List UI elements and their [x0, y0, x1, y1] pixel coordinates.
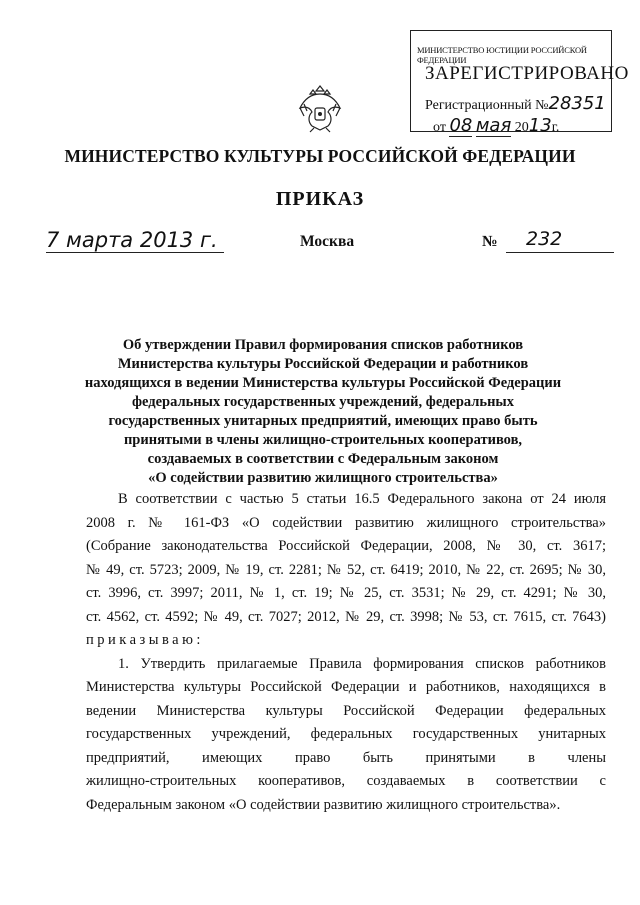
item1-line: Министерства культуры Российской Федерации и работников, находящихся в — [86, 679, 606, 695]
stamp-date-month: мая — [475, 115, 512, 136]
preamble-line: ст. 3996, ст. 3997; 2011, № 1, ст. 19; № 25, ст. 3531; № 29, ст. 4291; № 30, — [86, 585, 606, 601]
item1-line: 1. Утвердить прилагаемые Правила формирования списков работников — [118, 655, 606, 672]
order-title: ПРИКАЗ — [275, 188, 365, 210]
preamble-line: (Собрание законодательства Российской Федерации, 2008, № 30, ст. 3617; — [86, 538, 606, 554]
russian-eagle-emblem-icon — [296, 82, 344, 134]
item1-line: предприятий, имеющих право быть принятыми в члены — [86, 749, 606, 766]
stamp-date-prefix: от — [433, 120, 446, 135]
subject-line: принятыми в члены жилищно-строительных кооперативов, — [123, 432, 523, 448]
order-date-handwritten: 7 марта 2013 г. — [46, 228, 218, 252]
number-underline — [506, 252, 614, 253]
subject-line: федеральных государственных учреждений, федеральных — [131, 394, 515, 410]
order-body — [86, 488, 606, 817]
preamble-line: 2008 г. № 161-ФЗ «О содействии развитию жилищного строительства» — [86, 514, 606, 531]
subject-line: Министерства культуры Российской Федерации и работников — [117, 356, 529, 372]
order-subject — [78, 336, 568, 488]
stamp-date-year: 13 — [528, 115, 552, 136]
ministry-title: МИНИСТЕРСТВО КУЛЬТУРЫ РОССИЙСКОЙ ФЕДЕРАЦИИ — [64, 146, 576, 166]
order-number-handwritten: 232 — [526, 228, 563, 250]
stamp-date-suffix: г. — [551, 120, 560, 135]
preamble-line: В соответствии с частью 5 статьи 16.5 Федерального закона от 24 июля — [118, 491, 606, 507]
stamp-date-row — [433, 115, 611, 137]
stamp-date-year-prefix: 20 — [514, 120, 529, 135]
preamble-line: № 49, ст. 5723; 2009, № 19, ст. 2281; № 52, ст. 6419; 2010, № 22, ст. 2695; № 30, — [86, 561, 606, 578]
stamp-reg-label: Регистрационный № — [425, 98, 549, 113]
registration-stamp — [410, 30, 629, 136]
subject-line: создаваемых в соответствии с Федеральным законом — [147, 451, 499, 467]
item1-line: государственных учреждений, федеральных государственных унитарных — [86, 726, 606, 742]
preamble-line: ст. 4562, ст. 4592; № 49, ст. 7027; 2012, № 29, ст. 3998; № 53, ст. 7615, ст. 7643) — [86, 608, 606, 625]
order-number-label: № — [482, 233, 498, 250]
stamp-date-day: 08 — [449, 115, 473, 136]
stamp-registered-label: ЗАРЕГИСТРИРОВАНО — [425, 63, 629, 84]
subject-line: находящихся в ведении Министерства культуры Российской Федерации — [84, 375, 562, 391]
order-city: Москва — [300, 233, 355, 250]
order-word: приказываю: — [86, 632, 204, 648]
item1-line: ведении Министерства культуры Российской Федерации федеральных — [86, 702, 606, 719]
date-underline — [46, 252, 224, 253]
stamp-reg-number: 28351 — [548, 93, 606, 114]
stamp-ministry-name: МИНИСТЕРСТВО ЮСТИЦИИ РОССИЙСКОЙ ФЕДЕРАЦИИ — [417, 45, 587, 65]
subject-line: государственных унитарных предприятий, имеющих право быть — [108, 413, 538, 429]
subject-line: Об утверждении Правил формирования списков работников — [122, 337, 524, 353]
item1-line: Федеральным законом «О содействии развитию жилищного строительства». — [86, 796, 561, 813]
subject-line: «О содействии развитию жилищного строительства» — [148, 470, 498, 486]
item1-line: жилищно-строительных кооперативов, создаваемых в соответствии с — [86, 773, 606, 789]
stamp-registration-row — [425, 93, 611, 114]
